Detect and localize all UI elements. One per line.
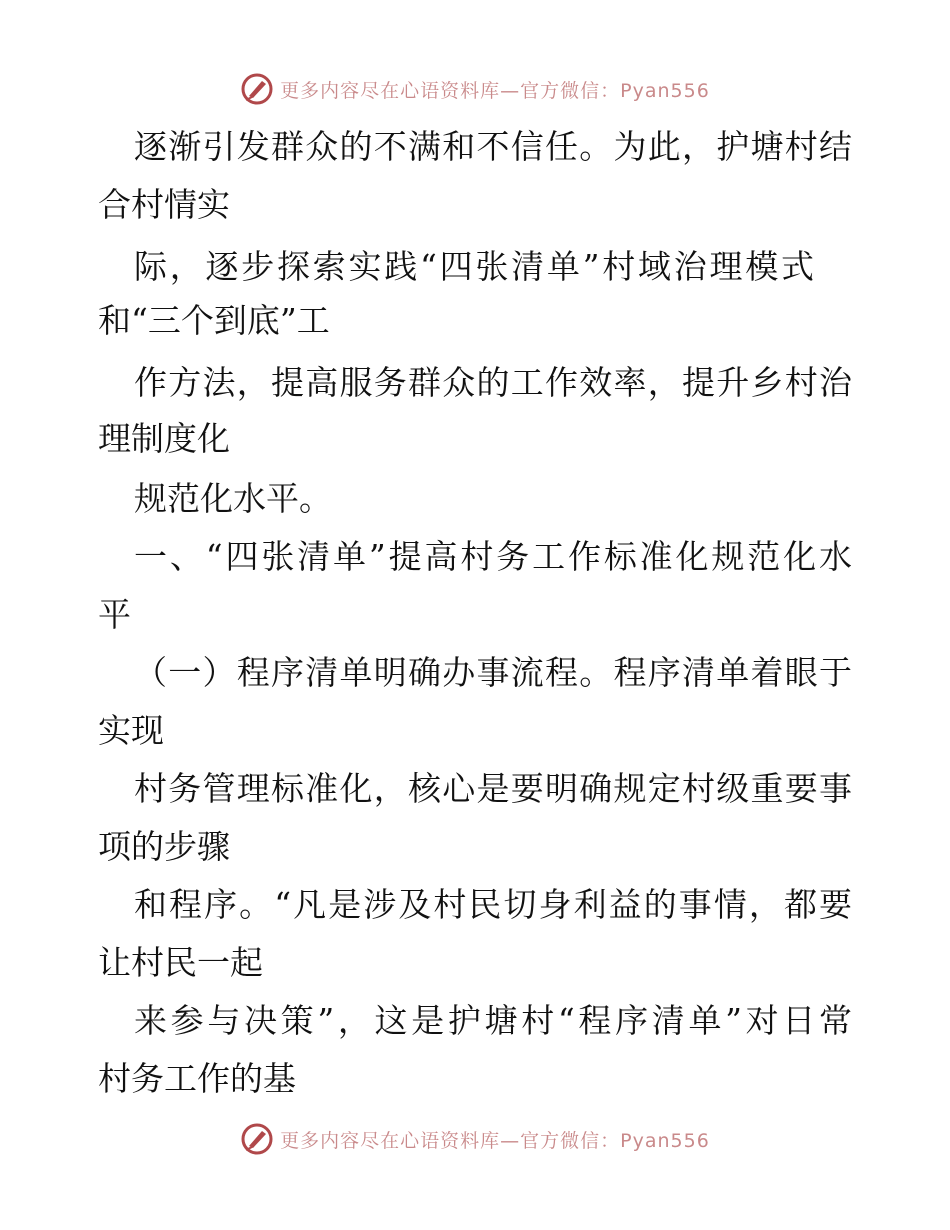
body-line: 让村民一起 — [98, 943, 263, 982]
body-line: 村务管理标准化，核心是要明确规定村级重要事 — [134, 769, 852, 808]
body-line: 和程序。“凡是涉及村民切身利益的事情，都要 — [134, 885, 852, 924]
section-heading: 一、“四张清单”提高村务工作标准化规范化水 — [134, 537, 852, 576]
subsection-heading: （一）程序清单明确办事流程。程序清单着眼于 — [134, 653, 852, 692]
watermark-text: 更多内容尽在心语资料库—官方微信：Pyan556 — [280, 79, 710, 102]
body-line: 际，逐步探索实践“四张清单”村域治理模式 — [134, 247, 814, 286]
section-heading-continued: 平 — [98, 595, 131, 634]
footer-watermark — [0, 1122, 950, 1156]
body-line: 实现 — [98, 711, 164, 750]
watermark-text: 更多内容尽在心语资料库—官方微信：Pyan556 — [280, 1129, 710, 1152]
body-line: 村务工作的基 — [98, 1059, 296, 1098]
header-watermark — [0, 72, 950, 106]
quill-seal-logo-icon — [240, 1122, 274, 1156]
body-line: 项的步骤 — [98, 827, 230, 866]
quill-seal-logo-icon — [240, 72, 274, 106]
body-line: 规范化水平。 — [134, 479, 332, 518]
body-line: 理制度化 — [98, 419, 230, 458]
body-line: 作方法，提高服务群众的工作效率，提升乡村治 — [134, 363, 852, 402]
body-line: 来参与决策”，这是护塘村“程序清单”对日常 — [134, 1001, 852, 1040]
body-line: 和“三个到底”工 — [98, 301, 330, 340]
body-line: 逐渐引发群众的不满和不信任。为此，护塘村结 — [134, 127, 852, 166]
body-line: 合村情实 — [98, 185, 230, 224]
